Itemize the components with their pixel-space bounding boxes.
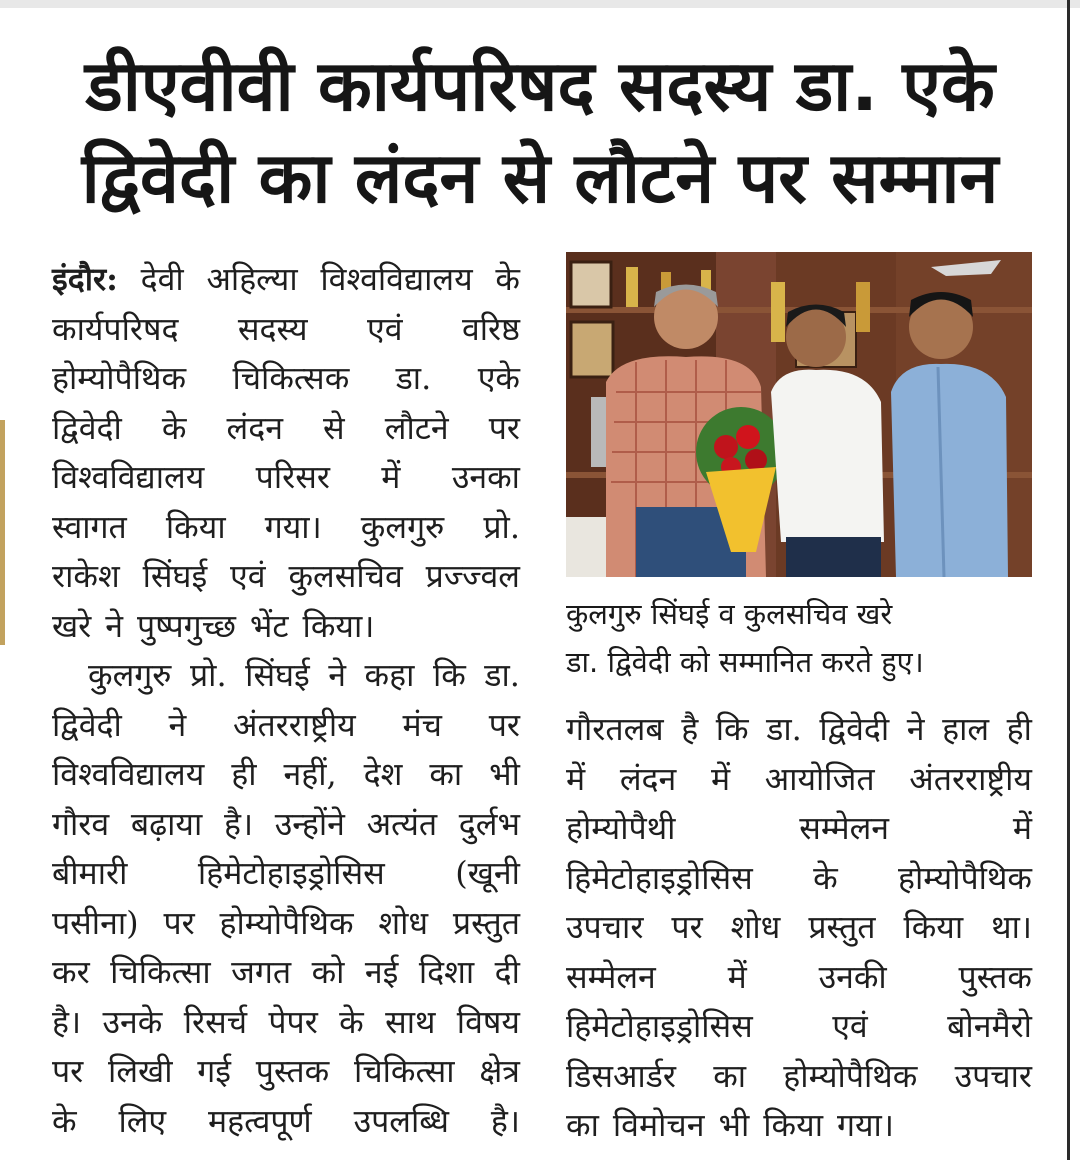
dateline: इंदौर:: [52, 260, 118, 298]
word: होम्योपैथिक: [219, 903, 354, 942]
word: वरिष्ठ: [461, 309, 520, 348]
word: के: [813, 858, 838, 897]
word: है।: [490, 1101, 520, 1140]
headline-line-1: डीएवीवी कार्यपरिषद सदस्य डा. एके: [85, 45, 995, 127]
photo-illustration: [566, 252, 1032, 577]
word: जगत: [231, 953, 292, 991]
word: डिसआर्डर: [566, 1056, 676, 1095]
word: बीमारी: [52, 854, 128, 892]
word: आयोजित: [764, 759, 875, 798]
word: नई: [364, 953, 399, 991]
word: होम्योपैथी: [566, 809, 676, 847]
word: के: [495, 260, 520, 298]
word: परिसर: [255, 458, 330, 496]
word: उनकी: [818, 957, 887, 996]
word: सम्मेलन: [799, 809, 890, 847]
word: राकेश: [52, 557, 120, 595]
word: में: [1012, 809, 1032, 847]
word: (खूनी: [455, 854, 520, 892]
word: को: [311, 953, 345, 991]
text-line: [52, 552, 520, 602]
text-line: [566, 903, 1032, 953]
word: उन्होंने: [274, 804, 345, 843]
word: विमोचन: [612, 1106, 705, 1144]
text-line: [566, 854, 1032, 904]
word: भेंट: [249, 606, 289, 645]
word: लंदन: [226, 408, 283, 447]
caption-line-1: कुलगुरु सिंघई व कुलसचिव खरे: [566, 597, 893, 631]
text-line: [566, 1002, 1032, 1052]
word: हिमेटोहाइड्रोसिस: [566, 858, 753, 897]
text-line: [566, 705, 1032, 755]
word: पर: [488, 705, 520, 744]
word: देश: [363, 755, 403, 793]
word: हिमेटोहाइड्रोसिस: [566, 1007, 753, 1045]
word: किया: [903, 908, 964, 946]
word: है: [681, 710, 699, 748]
word: कुलगुरु: [88, 656, 172, 694]
text-line: [52, 849, 520, 899]
word: ने: [906, 710, 925, 748]
word: सिंघई: [142, 557, 208, 595]
word: दिशा: [418, 953, 475, 991]
word: सिंघई: [245, 656, 310, 694]
text-line: [52, 354, 520, 404]
column-rule: [1067, 0, 1070, 1160]
word: डा.: [484, 656, 520, 694]
text-line: [52, 1097, 520, 1147]
word: बढ़ाया: [130, 804, 203, 843]
word: डा.: [395, 359, 432, 397]
word: पसीना): [52, 903, 139, 942]
word: लिए: [118, 1101, 167, 1140]
word: कुलगुरु: [360, 507, 445, 546]
headline: [40, 40, 1040, 224]
word: प्रो.: [483, 507, 520, 546]
word: विषय: [456, 1002, 520, 1041]
word: अंतरराष्ट्रीय: [909, 759, 1032, 798]
word: प्रो.: [189, 656, 227, 694]
right-column: [566, 705, 1032, 1151]
word: नहीं,: [283, 755, 337, 793]
text-line: [52, 602, 520, 652]
word: कि: [715, 710, 749, 748]
word: गई: [197, 1052, 232, 1090]
word: भी: [718, 1106, 750, 1144]
word: कुलसचिव: [288, 557, 403, 595]
word: गया।: [264, 507, 322, 546]
word: उनके: [102, 1002, 163, 1041]
word: ही: [231, 755, 257, 793]
word: सदस्य: [237, 309, 308, 348]
word: एवं: [832, 1007, 868, 1045]
word: कहा: [364, 656, 415, 694]
word: पुस्तक: [958, 957, 1032, 996]
word: गौरतलब: [566, 710, 664, 748]
word: के: [161, 408, 187, 447]
word: विश्वविद्यालय: [52, 755, 205, 793]
word: द्विवेदी: [52, 705, 122, 744]
word: प्रस्तुत: [452, 903, 520, 942]
word: शोध: [378, 903, 429, 942]
word: का: [713, 1056, 747, 1095]
word: होम्योपैथिक: [783, 1056, 918, 1095]
text-line: [52, 800, 520, 850]
word: में: [710, 759, 731, 798]
page-top-edge: [0, 0, 1080, 8]
word: अहिल्या: [206, 260, 298, 298]
word: पर: [671, 908, 703, 946]
word: किया।: [302, 606, 375, 645]
left-column: [52, 255, 520, 1146]
word: लौटने: [384, 408, 449, 447]
word: ने: [105, 606, 124, 645]
word: किया: [763, 1106, 823, 1144]
word: का: [429, 755, 463, 793]
word: दुर्लभ: [458, 804, 520, 843]
word: मंच: [402, 705, 442, 744]
word: उपलब्धि: [353, 1101, 449, 1140]
word: पेपर: [268, 1002, 318, 1041]
word: हिमेटोहाइड्रोसिस: [197, 854, 385, 892]
left-column-body: [52, 255, 520, 1146]
word: है।: [223, 804, 254, 843]
word: दी: [494, 953, 520, 991]
word: भी: [489, 755, 520, 793]
photo-caption: [566, 590, 1032, 686]
word: ने: [328, 656, 347, 694]
caption-line-2: डा. द्विवेदी को सम्मानित करते हुए।: [566, 645, 924, 679]
word: विश्वविद्यालय: [52, 458, 205, 496]
word: खरे: [52, 606, 92, 645]
word: से: [323, 408, 345, 447]
word: उपचार: [566, 908, 644, 946]
word: स्वागत: [52, 507, 127, 546]
text-line: [52, 899, 520, 949]
text-line: [566, 1052, 1032, 1102]
text-line: [52, 305, 520, 355]
word: रिसर्च: [183, 1002, 248, 1041]
word: पर: [52, 1052, 84, 1090]
word: डा.: [766, 710, 802, 748]
text-line: [566, 755, 1032, 805]
word: शोध: [730, 908, 781, 946]
word: एके: [477, 359, 520, 397]
word: लिखी: [108, 1052, 173, 1090]
word: एवं: [230, 557, 266, 595]
word: पुस्तक: [255, 1052, 330, 1090]
word: था।: [991, 908, 1032, 946]
right-column-body: [566, 705, 1032, 1151]
word: किया: [165, 507, 226, 546]
word: लंदन: [619, 759, 677, 798]
word: होम्योपैथिक: [52, 359, 187, 397]
word: साथ: [385, 1002, 436, 1041]
word: एवं: [367, 309, 403, 348]
text-line: [566, 1101, 1032, 1151]
headline-line-2: द्विवेदी का लंदन से लौटने पर सम्मान: [81, 137, 999, 219]
word: देवी: [140, 260, 184, 298]
news-photo: [566, 252, 1032, 577]
word: उनका: [451, 458, 520, 496]
text-line: [566, 953, 1032, 1003]
text-line: [52, 998, 520, 1048]
word: चिकित्सा: [110, 953, 211, 991]
word: उपचार: [954, 1056, 1032, 1095]
word: के: [339, 1002, 364, 1041]
text-line: [52, 701, 520, 751]
text-line: [566, 804, 1032, 854]
word: का: [566, 1106, 599, 1144]
text-line: [52, 255, 520, 305]
word: सम्मेलन: [566, 957, 656, 996]
text-line: [52, 651, 520, 701]
word: गया।: [836, 1106, 894, 1144]
word: में: [727, 957, 747, 996]
word: प्रस्तुत: [808, 908, 876, 946]
word: कर: [52, 953, 90, 991]
text-line: [52, 503, 520, 553]
word: अत्यंत: [366, 804, 438, 843]
text-line: [52, 1047, 520, 1097]
text-line: [52, 750, 520, 800]
word: द्विवेदी: [819, 710, 890, 748]
word: चिकित्सा: [354, 1052, 455, 1090]
text-line: [52, 404, 520, 454]
word: में: [381, 458, 401, 496]
word: विश्वविद्यालय: [320, 260, 473, 298]
word: पर: [488, 408, 520, 447]
word: हाल: [942, 710, 990, 748]
word: अंतरराष्ट्रीय: [233, 705, 356, 744]
word: में: [566, 759, 586, 798]
text-line: [52, 453, 520, 503]
word: पुष्पगुच्छ: [137, 606, 236, 645]
word: द्विवेदी: [52, 408, 122, 447]
word: ने: [168, 705, 187, 744]
word: ही: [1006, 710, 1032, 748]
word: प्रज्ज्वल: [425, 557, 520, 595]
word: गौरव: [52, 804, 110, 843]
word: है।: [52, 1002, 82, 1041]
page-edge-mark: [0, 420, 5, 645]
word: क्षेत्र: [479, 1052, 520, 1090]
word: कि: [432, 656, 466, 694]
word: होम्योपैथिक: [897, 858, 1032, 897]
word: महत्वपूर्ण: [207, 1101, 312, 1140]
word: बोनमैरो: [947, 1007, 1032, 1045]
word: के: [52, 1101, 77, 1140]
word: पर: [163, 903, 195, 942]
word: चिकित्सक: [232, 359, 350, 397]
word: कार्यपरिषद: [52, 309, 179, 348]
text-line: [52, 948, 520, 998]
